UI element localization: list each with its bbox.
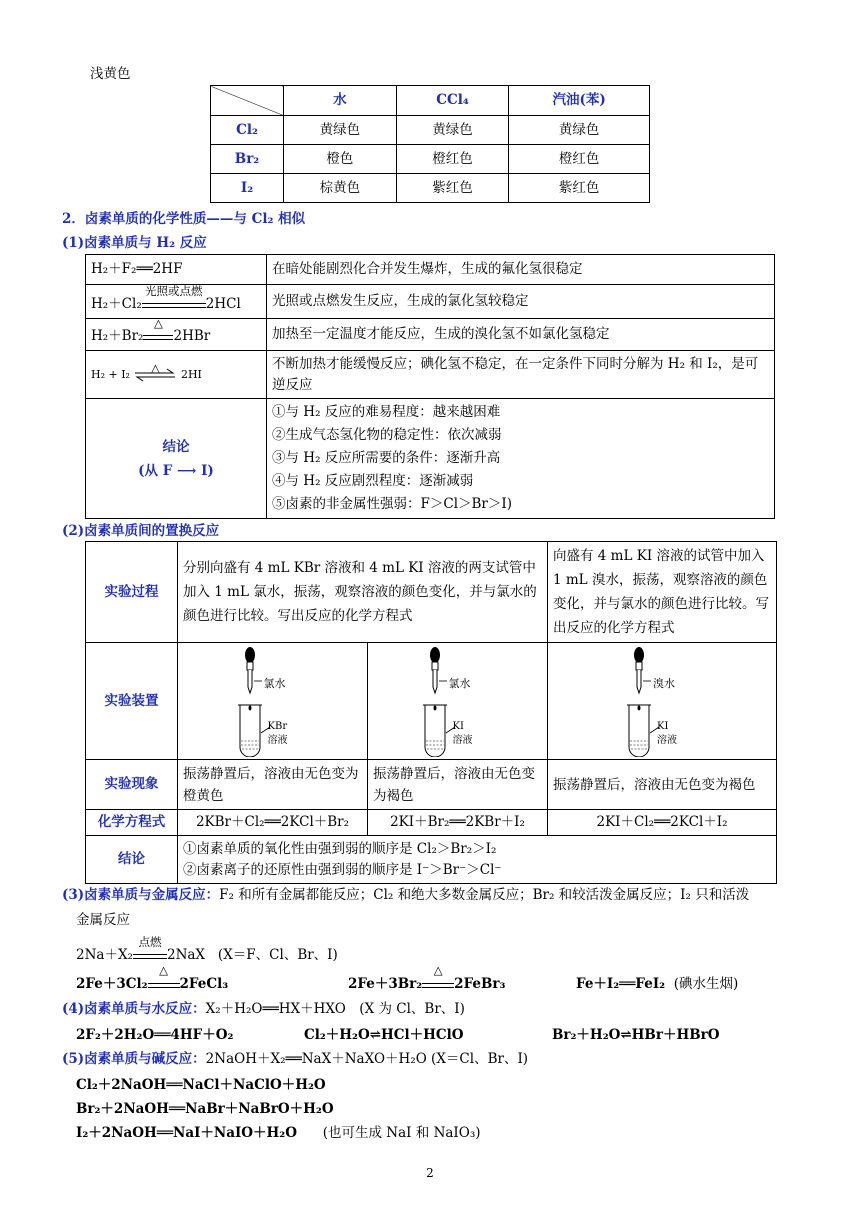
subsection-5 <box>62 1047 528 1067</box>
phenomenon-cell: 振荡静置后，溶液由无色变为褐色 <box>368 760 548 810</box>
reversible-arrow: △ <box>133 368 177 382</box>
test-tube-diagram: 氯水 KBr 溶液 <box>228 645 318 757</box>
solubility-color-table <box>210 85 650 203</box>
list-item: ②生成气态氢化物的稳定性：依次减弱 <box>272 427 502 443</box>
list-item: ④与 H₂ 反应剧烈程度：逐渐减弱 <box>272 473 474 489</box>
table-corner <box>211 86 284 116</box>
list-item: ①卤素单质的氧化性由强到弱的顺序是 Cl₂＞Br₂＞I₂ <box>183 840 497 857</box>
row-label: I₂ <box>211 174 284 203</box>
row-label: 实验过程 <box>86 542 178 643</box>
subsection-4-title: (4)卤素单质与水反应： <box>62 1001 206 1017</box>
table-cell: 棕黄色 <box>284 174 397 203</box>
base-equation: Cl₂＋2NaOH══NaCl＋NaClO＋H₂O <box>76 1077 326 1093</box>
displacement-experiment-table <box>85 541 777 884</box>
subsection-3-title: (3)卤素单质与金属反应： <box>62 887 220 903</box>
apparatus-cell <box>548 643 777 760</box>
table-header: 水 <box>284 86 397 116</box>
row-label: Br₂ <box>211 145 284 174</box>
subsection-3-text-cont: 金属反应 <box>76 912 130 928</box>
section-2-title: 2．卤素单质的化学性质——与 Cl₂ 相似 <box>62 211 306 227</box>
table-cell: 紫红色 <box>509 174 650 203</box>
subsection-2-title: (2)卤素单质间的置换反应 <box>62 523 220 539</box>
equation-cell: 2KI＋Cl₂══2KCl＋I₂ <box>548 810 777 836</box>
metal-equation-general: 2Na＋X₂ 点燃 2NaX (X＝F、Cl、Br、I) <box>76 935 338 963</box>
subsection-3-text: F₂ 和所有金属都能反应；Cl₂ 和绝大多数金属反应；Br₂ 和较活泼金属反应；I₂ 只和活泼 <box>219 887 750 903</box>
row-label: 化学方程式 <box>86 810 178 836</box>
equation-cell: 2KI＋Br₂══2KBr＋I₂ <box>368 810 548 836</box>
description-cell: 光照或点燃发生反应，生成的氯化氢较稳定 <box>267 285 775 319</box>
subsection-5-title: (5)卤素单质与碱反应： <box>62 1051 206 1067</box>
metal-equation-fei2: Fe＋I₂══FeI₂ (碘水生烟) <box>576 976 739 992</box>
table-cell: 橙色 <box>284 145 397 174</box>
h2-reaction-table <box>85 254 775 519</box>
process-cell: 分别向盛有 4 mL KBr 溶液和 4 mL KI 溶液的两支试管中加入 1 mL 氯水，振荡，观察溶液的颜色变化，并与氯水的颜色进行比较。写出反应的化学方程式 <box>178 542 548 643</box>
page-number: 2 <box>426 1166 434 1180</box>
condition-arrow: △ <box>143 326 173 347</box>
table-cell: 橙红色 <box>396 145 509 174</box>
description-cell: 加热至一定温度才能反应，生成的溴化氢不如氯化氢稳定 <box>267 319 775 351</box>
base-equation: Br₂＋2NaOH══NaBr＋NaBrO＋H₂O <box>76 1101 334 1117</box>
condition-arrow: 光照或点燃 <box>142 294 206 315</box>
condition-arrow: △ <box>148 976 180 992</box>
test-tube-diagram: 氯水 KI 溶液 <box>413 645 503 757</box>
conclusion-cell <box>178 836 777 884</box>
water-equation: 2F₂＋2H₂O══4HF＋O₂ <box>76 1027 234 1043</box>
equation-cell: H₂ + I₂ △ 2HI <box>86 351 267 399</box>
table-cell: 橙红色 <box>509 145 650 174</box>
list-item: ③与 H₂ 反应所需要的条件：逐渐升高 <box>272 450 501 466</box>
subsection-1-title: (1)卤素单质与 H₂ 反应 <box>62 235 207 251</box>
table-cell: 黄绿色 <box>284 116 397 145</box>
phenomenon-cell: 振荡静置后，溶液由无色变为橙黄色 <box>178 760 368 810</box>
apparatus-cell <box>178 643 368 760</box>
subsection-4-text: X₂＋H₂O══HX＋HXO (X 为 Cl、Br、I) <box>205 1001 465 1017</box>
description-cell: 不断加热才能缓慢反应；碘化氢不稳定，在一定条件下同时分解为 H₂ 和 I₂，是可逆反应 <box>267 351 775 399</box>
description-cell: 在暗处能剧烈化合并发生爆炸，生成的氟化氢很稳定 <box>267 255 775 285</box>
phenomenon-cell: 振荡静置后，溶液由无色变为褐色 <box>548 760 777 810</box>
water-equation: Cl₂＋H₂O⇌HCl＋HClO <box>304 1027 464 1043</box>
metal-equation-fecl3: 2Fe＋3Cl₂ △ 2FeCl₃ <box>76 963 229 992</box>
conclusion-list <box>267 399 775 519</box>
equation-cell: H₂＋Cl₂ 光照或点燃 2HCl <box>86 285 267 319</box>
table-cell: 紫红色 <box>396 174 509 203</box>
condition-arrow: 点燃 <box>133 947 167 963</box>
table-cell: 黄绿色 <box>509 116 650 145</box>
equation-cell: H₂＋Br₂ △ 2HBr <box>86 319 267 351</box>
list-item: ②卤素离子的还原性由强到弱的顺序是 I⁻＞Br⁻＞Cl⁻ <box>183 861 502 878</box>
process-cell: 向盛有 4 mL KI 溶液的试管中加入 1 mL 溴水，振荡，观察溶液的颜色变化，并与氯水的颜色进行比较。写出反应的化学方程式 <box>548 542 777 643</box>
list-item: ⑤卤素的非金属性强弱：F＞Cl＞Br＞I) <box>272 496 512 512</box>
row-label: 结论 <box>86 836 178 884</box>
table-header: 汽油(苯) <box>509 86 650 116</box>
row-label: 实验装置 <box>86 643 178 760</box>
subsection-5-text: 2NaOH＋X₂══NaX＋NaXO＋H₂O (X＝Cl、Br、I) <box>205 1051 529 1067</box>
test-tube-diagram: 溴水 KI 溶液 <box>617 645 707 757</box>
subsection-4 <box>62 997 465 1017</box>
apparatus-cell <box>368 643 548 760</box>
table-cell: 黄绿色 <box>396 116 509 145</box>
row-label: Cl₂ <box>211 116 284 145</box>
base-equation-row: I₂＋2NaOH══NaI＋NaIO＋H₂O (也可生成 NaI 和 NaIO₃) <box>76 1125 481 1141</box>
equation-cell: H₂＋F₂══2HF <box>86 255 267 285</box>
water-equation: Br₂＋H₂O⇌HBr＋HBrO <box>552 1027 720 1043</box>
metal-equation-febr3: 2Fe＋3Br₂ △ 2FeBr₃ <box>348 963 506 992</box>
subsection-3 <box>62 883 749 903</box>
list-item: ①与 H₂ 反应的难易程度：越来越困难 <box>272 404 501 420</box>
conclusion-label: 结论 (从 F ⟶ I) <box>86 399 267 519</box>
condition-arrow: △ <box>422 976 454 992</box>
table-header: CCl₄ <box>396 86 509 116</box>
row-label: 实验现象 <box>86 760 178 810</box>
intro-text: 浅黄色 <box>90 66 131 82</box>
equation-cell: 2KBr＋Cl₂══2KCl＋Br₂ <box>178 810 368 836</box>
